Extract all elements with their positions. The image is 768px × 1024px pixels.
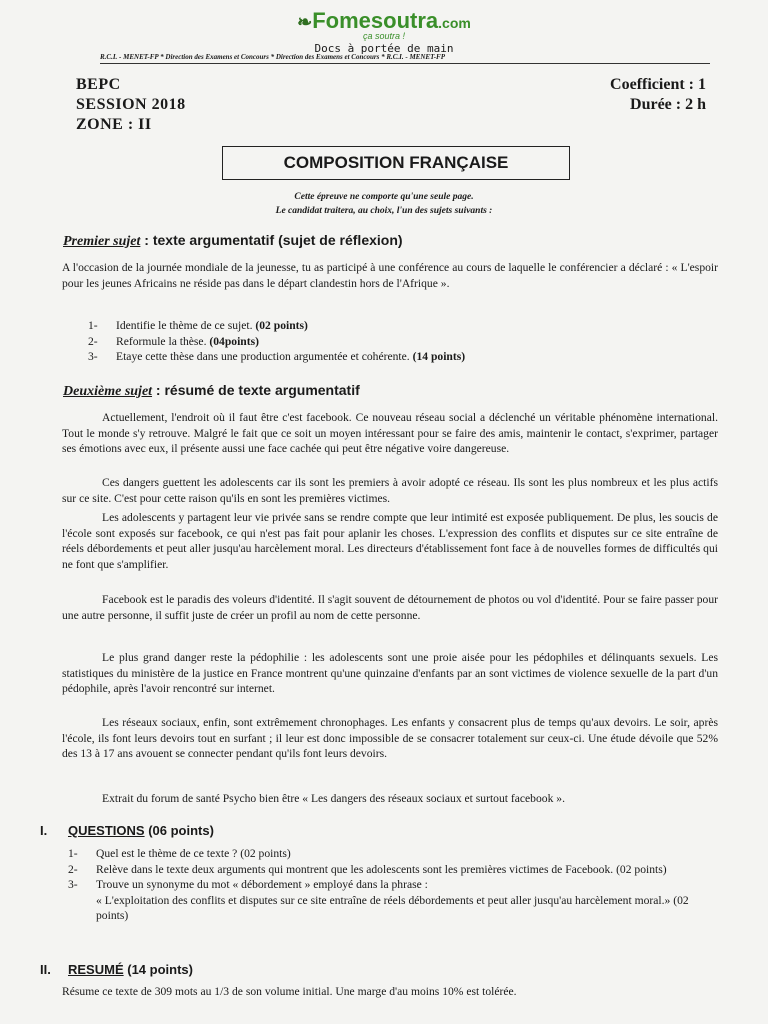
list-item: 2- Relève dans le texte deux arguments qui montrent que les adolescents sont les premières victimes de Facebook. (02 points)	[68, 862, 667, 876]
leaf-icon: ❧	[297, 12, 313, 32]
list-item: 2- Reformule la thèse. (04points)	[88, 334, 259, 348]
site-slogan: Docs à portée de main	[314, 42, 454, 55]
text-paragraph-4: Facebook est le paradis des voleurs d'identité. Il s'agit souvent de détournement de photos ou vol d'identité. Pour se faire passer pour une autre personne, il suffit juste de créer un profil au nom de cette personne.	[62, 593, 718, 622]
subject1-tasks	[88, 318, 718, 365]
page-title: COMPOSITION FRANÇAISE	[222, 146, 570, 180]
questions-list	[68, 846, 718, 924]
text-paragraph-2: Ces dangers guettent les adolescents car ils sont les premiers à avoir adopté ce réseau. Ils sont les plus nombreux et les plus actifs sur ce site. C'est pour cette raison qu'ils en sont les premières victimes.	[62, 476, 718, 505]
question-quote: « L'exploitation des conflits et disputes sur ce site entraîne de réels débordements et peut aller jusqu'au harcèlement moral.» (02 points)	[96, 893, 689, 922]
exam-meta	[610, 75, 706, 115]
text-paragraph-6: Les réseaux sociaux, enfin, sont extrêmement chronophages. Les enfants y consacrent plus de temps qu'aux devoirs. Le soir, après l'école, ils font leurs devoirs tout en surfant ; il leur est donc impossible de se consacrer totalement sur ceux-ci. Une étude dévoile que 52% des 13 à 17 ans avouent se connecter pendant qu'ils font leurs devoirs.	[62, 716, 718, 760]
exam-info	[76, 75, 186, 135]
text-paragraph-3: Les adolescents y partagent leur vie privée sans se rendre compte que leur intimité est exposée publiquement. De plus, les soucis de l'école sont exposés sur facebook, ce qui n'est pas fait pour aplanir les choses. L'expression des conflits et disputes sur ce site entraîne de réels débordements et peut aller jusqu'au harcèlement moral. Les directeurs d'établissement font face à de nouvelles formes de difficultés qui ne font que s'amplifier.	[62, 511, 718, 571]
text-source: Extrait du forum de santé Psycho bien être « Les dangers des réseaux sociaux et surtout facebook ».	[102, 792, 565, 805]
questions-heading: I. QUESTIONS (06 points)	[40, 823, 214, 838]
exam-duration: Durée : 2 h	[630, 96, 706, 113]
subject1-heading: Premier sujet : texte argumentatif (sujet de réflexion)	[63, 232, 403, 249]
logo-domain: .com	[438, 15, 471, 31]
ministry-line: R.C.I. - MENET-FP * Direction des Examens et Concours * Direction des Examens et Concours * R.C.I. - MENET-FP	[100, 53, 710, 64]
list-item: 1- Identifie le thème de ce sujet. (02 points)	[88, 319, 308, 332]
exam-zone: ZONE : II	[76, 116, 152, 133]
logo-tagline: ça soutra !	[362, 31, 406, 41]
list-item: 3- Etaye cette thèse dans une production argumentée et cohérente. (14 points)	[88, 350, 466, 363]
logo-text: Fomesoutra	[312, 8, 439, 33]
exam-name: BEPC	[76, 76, 121, 93]
list-item: 1- Quel est le thème de ce texte ? (02 points)	[68, 847, 291, 860]
instruction-note-2: Le candidat traitera, au choix, l'un des sujets suivants :	[275, 206, 493, 216]
text-paragraph-1: Actuellement, l'endroit où il faut être c'est facebook. Ce nouveau réseau social a déclenché un véritable phénomène international. Tout le monde s'y retrouve. Malgré le fait que ce soit un moyen intéressant pour se faire des amis, maintenir le contact, s'exprimer, partager ses émotions avec eux, il présente aussi une face cachée qui peut être négative voire dangereuse.	[62, 411, 718, 455]
subject1-intro: A l'occasion de la journée mondiale de la jeunesse, tu as participé à une conférence au cours de laquelle le conférencier a déclaré : « L'espoir pour les jeunes Africains ne réside pas dans le départ clandestin hors de l'Afrique ».	[62, 261, 718, 290]
resume-heading: II. RESUMÉ (14 points)	[40, 962, 193, 977]
instruction-note-1: Cette épreuve ne comporte qu'une seule page.	[294, 192, 474, 202]
list-item: 3- Trouve un synonyme du mot « débordement » employé dans la phrase : « L'exploitation des conflits et disputes sur ce site entraîne de réels débordements et peut aller jusqu'au harcèlement moral.» (02 points)	[68, 878, 689, 922]
subject2-heading: Deuxième sujet : résumé de texte argumentatif	[63, 382, 360, 399]
exam-session: SESSION 2018	[76, 96, 186, 113]
resume-instruction: Résume ce texte de 309 mots au 1/3 de son volume initial. Une marge d'au moins 10% est tolérée.	[62, 985, 517, 998]
exam-coefficient: Coefficient : 1	[610, 76, 706, 93]
text-paragraph-5: Le plus grand danger reste la pédophilie : les adolescents sont une proie aisée pour les pédophiles et délinquants sexuels. Les statistiques du ministère de la justice en France montrent qu'une quinzaine d'enfants par an sont victimes de violence sexuelle de la part d'un pédophile, après l'avoir rencontré sur internet.	[62, 651, 718, 695]
